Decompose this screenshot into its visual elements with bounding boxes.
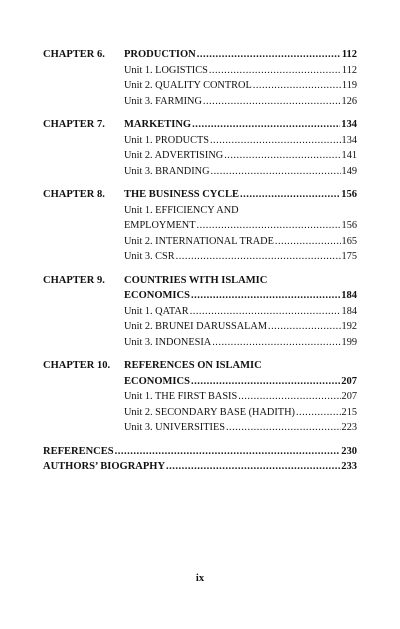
unit-row[interactable] bbox=[124, 319, 357, 335]
chapter-9 bbox=[43, 273, 357, 351]
chapter-label: CHAPTER 9. bbox=[43, 274, 105, 286]
chapter-label: CHAPTER 6. bbox=[43, 49, 105, 60]
chapter-title-row[interactable] bbox=[124, 117, 357, 133]
chapter-title-row[interactable] bbox=[124, 47, 357, 63]
unit-title: Unit 2. QUALITY CONTROL bbox=[124, 80, 252, 91]
page-ref: 184 bbox=[341, 305, 357, 317]
page-ref: 134 bbox=[341, 119, 357, 130]
page-ref: 141 bbox=[341, 150, 357, 161]
dot-leader bbox=[224, 148, 340, 164]
unit-row[interactable] bbox=[124, 335, 357, 351]
unit-row[interactable] bbox=[124, 148, 357, 164]
unit-title: Unit 1. QATAR bbox=[124, 305, 189, 317]
unit-row[interactable] bbox=[124, 249, 357, 265]
unit-row[interactable] bbox=[124, 304, 357, 320]
dot-leader bbox=[191, 288, 340, 304]
dot-leader bbox=[192, 117, 340, 133]
unit-title: Unit 2. ADVERTISING bbox=[124, 150, 224, 161]
unit-row[interactable] bbox=[124, 164, 357, 180]
dot-leader bbox=[238, 389, 340, 405]
dot-leader bbox=[240, 187, 340, 203]
page-ref: 126 bbox=[341, 95, 357, 107]
dot-leader bbox=[209, 63, 341, 79]
page-ref: 165 bbox=[341, 235, 357, 247]
chapter-title: ECONOMICS bbox=[124, 290, 190, 301]
dot-leader bbox=[197, 218, 341, 234]
unit-title-line[interactable]: Unit 1. EFFICIENCY AND bbox=[124, 204, 239, 216]
page-ref: 233 bbox=[341, 461, 357, 472]
unit-title: Unit 3. UNIVERSITIES bbox=[124, 422, 225, 433]
dot-leader bbox=[197, 47, 341, 63]
unit-title: EMPLOYMENT bbox=[124, 220, 196, 231]
chapter-title-row[interactable] bbox=[124, 374, 357, 390]
chapter-title: THE BUSINESS CYCLE bbox=[124, 189, 239, 200]
unit-row[interactable] bbox=[124, 133, 357, 149]
unit-title: Unit 2. BRUNEI DARUSSALAM bbox=[124, 321, 268, 332]
page-ref: 207 bbox=[341, 391, 357, 402]
chapter-body bbox=[124, 47, 357, 109]
chapter-10 bbox=[43, 358, 357, 436]
chapter-title-line[interactable]: REFERENCES ON ISLAMIC bbox=[124, 360, 262, 371]
unit-row[interactable] bbox=[124, 94, 357, 110]
page-ref: 156 bbox=[341, 189, 357, 200]
page-number: ix bbox=[195, 573, 205, 584]
references-row[interactable] bbox=[43, 444, 357, 460]
unit-title: Unit 3. FARMING bbox=[124, 95, 202, 107]
unit-row[interactable] bbox=[124, 234, 357, 250]
unit-title: Unit 3. BRANDING bbox=[124, 165, 210, 177]
dot-leader bbox=[176, 249, 341, 265]
unit-row[interactable] bbox=[124, 389, 357, 405]
page-ref: 199 bbox=[341, 336, 357, 348]
chapter-label: CHAPTER 7. bbox=[43, 119, 105, 130]
page-ref: 184 bbox=[341, 290, 357, 301]
chapter-title-line[interactable]: COUNTRIES WITH ISLAMIC bbox=[124, 274, 268, 286]
references-title: REFERENCES bbox=[43, 445, 114, 457]
dot-leader bbox=[226, 420, 341, 436]
unit-row[interactable] bbox=[124, 63, 357, 79]
unit-row[interactable] bbox=[124, 218, 357, 234]
unit-row[interactable] bbox=[124, 420, 357, 436]
unit-title: Unit 3. INDONESIA bbox=[124, 336, 212, 348]
unit-title: Unit 1. PRODUCTS bbox=[124, 134, 209, 146]
page-ref: 207 bbox=[341, 375, 357, 387]
dot-leader bbox=[212, 335, 340, 351]
chapter-title: ECONOMICS bbox=[124, 375, 190, 387]
dot-leader bbox=[166, 459, 340, 475]
unit-title: Unit 1. THE FIRST BASIS bbox=[124, 391, 238, 402]
dot-leader bbox=[253, 78, 341, 94]
chapter-body bbox=[124, 273, 357, 351]
dot-leader bbox=[190, 304, 341, 320]
unit-title: Unit 2. SECONDARY BASE (HADITH) bbox=[124, 406, 295, 418]
chapter-8 bbox=[43, 187, 357, 265]
page-ref: 215 bbox=[341, 406, 357, 418]
chapter-body bbox=[124, 187, 357, 265]
page-ref: 156 bbox=[341, 220, 357, 231]
page-ref: 134 bbox=[341, 134, 357, 146]
biography-row[interactable] bbox=[43, 459, 357, 475]
biography-title: AUTHORS’ BIOGRAPHY bbox=[43, 461, 166, 472]
page-ref: 192 bbox=[341, 321, 357, 332]
dot-leader bbox=[296, 405, 341, 421]
chapter-label: CHAPTER 10. bbox=[43, 360, 111, 371]
unit-title: Unit 1. LOGISTICS bbox=[124, 64, 208, 76]
chapter-6 bbox=[43, 47, 357, 109]
dot-leader bbox=[210, 133, 341, 149]
dot-leader bbox=[203, 94, 341, 110]
dot-leader bbox=[115, 444, 341, 460]
page-ref: 223 bbox=[341, 422, 357, 433]
chapter-body bbox=[124, 117, 357, 179]
dot-leader bbox=[268, 319, 341, 335]
chapter-7 bbox=[43, 117, 357, 179]
chapter-title: PRODUCTION bbox=[124, 49, 196, 60]
chapter-title-row[interactable] bbox=[124, 288, 357, 304]
chapter-body bbox=[124, 358, 357, 436]
chapter-title: MARKETING bbox=[124, 119, 192, 130]
page-ref: 230 bbox=[341, 445, 357, 457]
table-of-contents bbox=[43, 47, 357, 475]
chapter-label: CHAPTER 8. bbox=[43, 189, 105, 200]
page-ref: 149 bbox=[341, 165, 357, 177]
dot-leader bbox=[211, 164, 341, 180]
page-ref: 175 bbox=[341, 251, 357, 262]
chapter-title-row[interactable] bbox=[124, 187, 357, 203]
page-ref: 119 bbox=[341, 80, 357, 91]
unit-row[interactable] bbox=[124, 405, 357, 421]
unit-row[interactable] bbox=[124, 78, 357, 94]
dot-leader bbox=[275, 234, 341, 250]
dot-leader bbox=[191, 374, 340, 390]
page-ref: 112 bbox=[341, 64, 357, 76]
unit-title: Unit 2. INTERNATIONAL TRADE bbox=[124, 235, 274, 247]
back-matter bbox=[43, 444, 357, 475]
page-ref: 112 bbox=[341, 49, 357, 60]
unit-title: Unit 3. CSR bbox=[124, 251, 175, 262]
